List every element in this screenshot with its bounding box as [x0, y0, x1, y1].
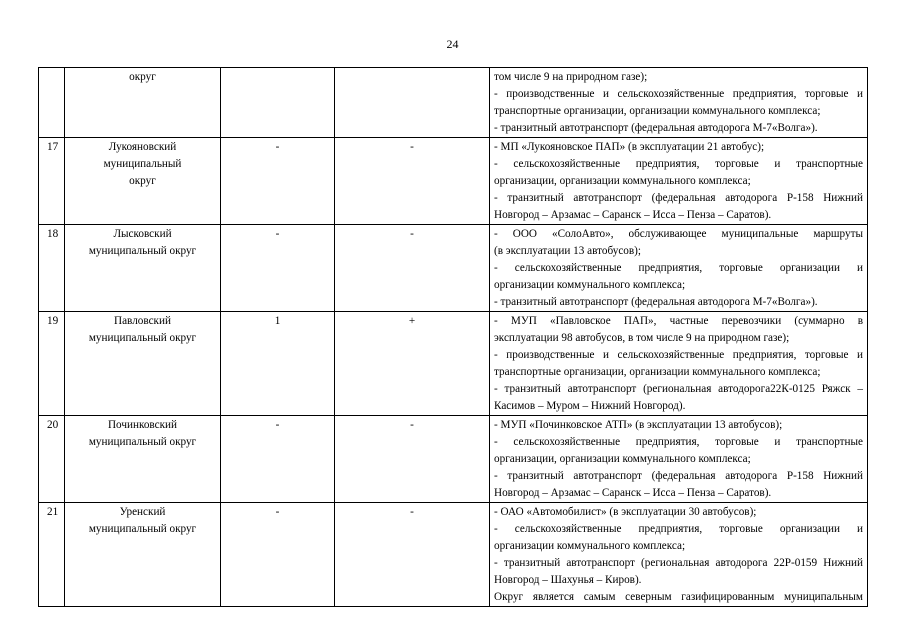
description-line: - ООО «СолоАвто», обслуживающее муниципальные маршруты	[494, 228, 863, 240]
description-line: - транзитный автотранспорт (федеральная автодорога Р-158 Нижний	[494, 470, 863, 482]
transport-description	[490, 416, 868, 503]
description-line: - ОАО «Автомобилист» (в эксплуатации 30 автобусов);	[494, 506, 757, 518]
district-name-line: Починковский	[107, 419, 178, 431]
row-number: 20	[39, 416, 65, 503]
row-number	[39, 68, 65, 138]
description-line: - сельскохозяйственные предприятия, торговые и транспортные	[494, 158, 863, 170]
page-number: 24	[446, 37, 459, 51]
row-number: 21	[39, 503, 65, 607]
description-line: - транзитный автотранспорт (федеральная автодорога Р-158 Нижний	[494, 192, 863, 204]
table-row	[39, 312, 868, 416]
description-line: - транзитный автотранспорт (региональная автодорога 22Р-0159 Нижний	[494, 557, 863, 569]
description-line: - транзитный автотранспорт (федеральная автодорога М-7«Волга»).	[494, 296, 818, 308]
transport-table	[38, 67, 868, 607]
district-name	[65, 416, 221, 503]
transport-description	[490, 312, 868, 416]
description-line: - МУП «Починковское АТП» (в эксплуатации 13 автобусов);	[494, 419, 783, 431]
transport-description	[490, 68, 868, 138]
col3-value: -	[221, 225, 335, 312]
description-line: Округ является самым северным газифицированным муниципальным	[494, 591, 863, 603]
col3-value: 1	[221, 312, 335, 416]
col3-value: -	[221, 416, 335, 503]
row-number: 17	[39, 138, 65, 225]
district-name	[65, 503, 221, 607]
table-row	[39, 416, 868, 503]
transport-description	[490, 503, 868, 607]
table-row	[39, 503, 868, 607]
district-name-line: округ	[129, 175, 156, 187]
description-line: - сельскохозяйственные предприятия, торговые организации и	[494, 262, 863, 274]
description-line: организации коммунального комплекса;	[494, 279, 686, 291]
col4-value: +	[335, 312, 490, 416]
description-line: - сельскохозяйственные предприятия, торговые и транспортные	[494, 436, 863, 448]
district-name-line: Лысковский	[113, 228, 172, 240]
col4-value: -	[335, 138, 490, 225]
description-line: - МП «Лукояновское ПАП» (в эксплуатации 21 автобус);	[494, 141, 765, 153]
district-name-line: муниципальный округ	[88, 332, 197, 344]
col4-value: -	[335, 225, 490, 312]
col3-value: -	[221, 503, 335, 607]
col4-value: -	[335, 503, 490, 607]
col3-value: -	[221, 138, 335, 225]
table-row	[39, 68, 868, 138]
description-line: - сельскохозяйственные предприятия, торговые организации и	[494, 523, 863, 535]
description-line: транспортные организации, организации коммунального комплекса;	[494, 105, 821, 117]
description-line: - МУП «Павловское ПАП», частные перевозчики (суммарно в	[494, 315, 863, 327]
description-line: (в эксплуатации 13 автобусов);	[494, 245, 641, 257]
description-line: Новгород – Арзамас – Саранск – Исса – Пенза – Саратов).	[494, 209, 772, 221]
description-line: - транзитный автотранспорт (региональная автодорога22К-0125 Ряжск –	[494, 383, 863, 395]
description-line: организации, организации коммунального комплекса;	[494, 453, 751, 465]
col4-value	[335, 68, 490, 138]
transport-description	[490, 225, 868, 312]
district-name	[65, 312, 221, 416]
description-line: Касимов – Муром – Нижний Новгород).	[494, 400, 686, 412]
description-line: - транзитный автотранспорт (федеральная автодорога М-7«Волга»).	[494, 122, 818, 134]
district-name-line: Уренский	[119, 506, 166, 518]
district-name-line: муниципальный	[103, 158, 182, 170]
district-name-line: округ	[129, 71, 156, 83]
district-name	[65, 138, 221, 225]
transport-description	[490, 138, 868, 225]
description-line: том числе 9 на природном газе);	[494, 71, 648, 83]
description-line: организации, организации коммунального комплекса;	[494, 175, 751, 187]
district-name	[65, 68, 221, 138]
row-number: 18	[39, 225, 65, 312]
description-line: - производственные и сельскохозяйственные предприятия, торговые и	[494, 88, 863, 100]
table-row	[39, 138, 868, 225]
district-name-line: муниципальный округ	[88, 245, 197, 257]
district-name-line: муниципальный округ	[88, 523, 197, 535]
col3-value	[221, 68, 335, 138]
description-line: организации коммунального комплекса;	[494, 540, 686, 552]
district-name-line: Лукояновский	[108, 141, 177, 153]
district-name-line: Павловский	[114, 315, 171, 327]
district-name	[65, 225, 221, 312]
district-name-line: муниципальный округ	[88, 436, 197, 448]
row-number: 19	[39, 312, 65, 416]
col4-value: -	[335, 416, 490, 503]
description-line: - производственные и сельскохозяйственные предприятия, торговые и	[494, 349, 863, 361]
description-line: Новгород – Арзамас – Саранск – Исса – Пенза – Саратов).	[494, 487, 772, 499]
table-row	[39, 225, 868, 312]
description-line: Новгород – Шахунья – Киров).	[494, 574, 642, 586]
description-line: эксплуатации 98 автобусов, в том числе 9 на природном газе);	[494, 332, 790, 344]
description-line: транспортные организации, организации коммунального комплекса;	[494, 366, 821, 378]
